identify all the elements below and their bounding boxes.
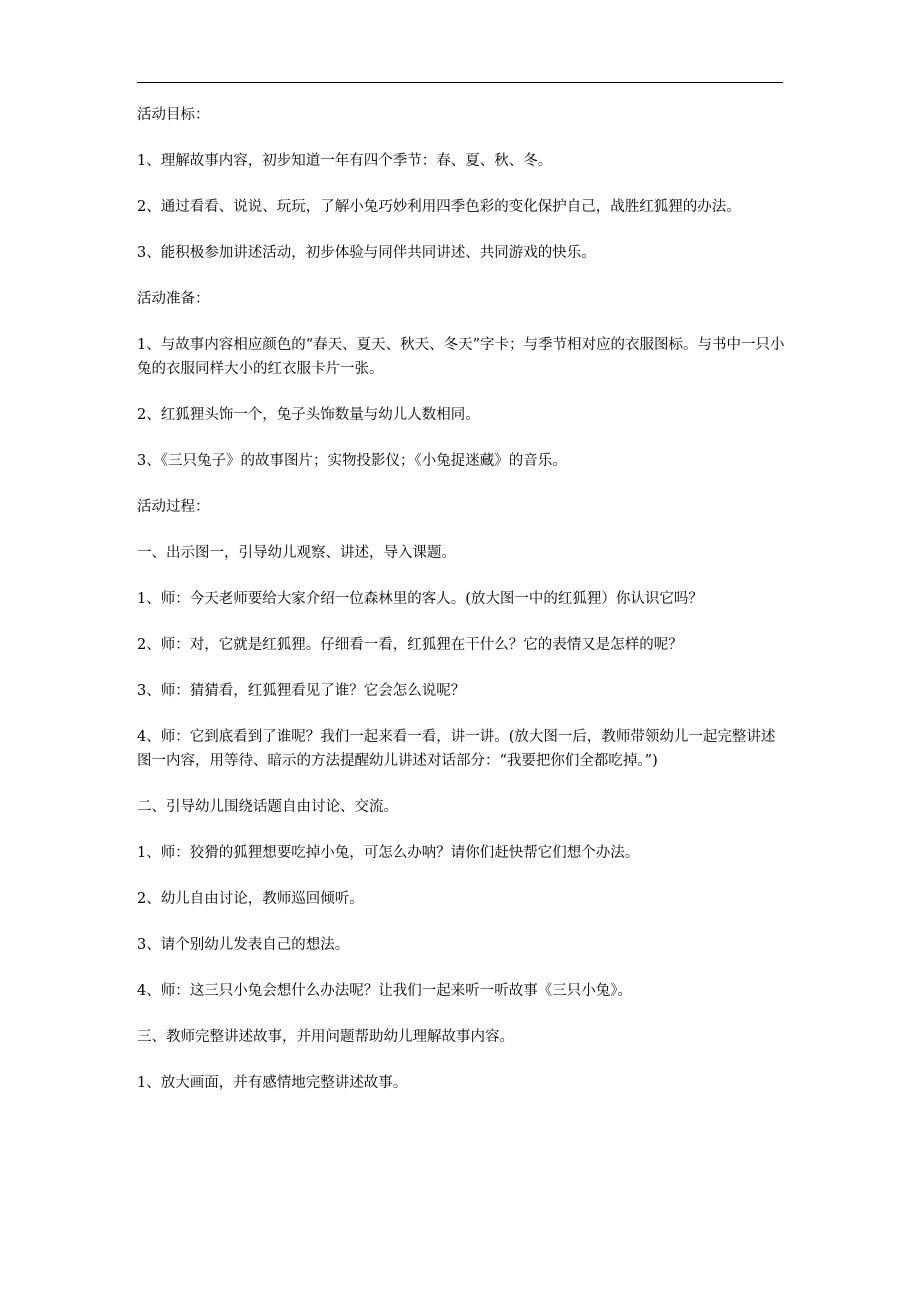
process-step-1-item-4: 4、师：它到底看到了谁呢？我们一起来看一看，讲一讲。(放大图一后，教师带领幼儿一起完整讲述图一内容，用等待、暗示的方法提醒幼儿讲述对话部分：“我要把你们全都吃掉。”) bbox=[137, 729, 776, 769]
process-step-1-item-1: 1、师：今天老师要给大家介绍一位森林里的客人。(放大图一中的红狐狸）你认识它吗？ bbox=[137, 591, 703, 607]
preparation-item-3: 3、《三只兔子》的故事图片；实物投影仪；《小兔捉迷藏》的音乐。 bbox=[137, 453, 567, 469]
process-step-2-item-4: 4、师：这三只小兔会想什么办法呢？让我们一起来听一听故事《三只小兔》。 bbox=[137, 983, 632, 999]
goal-item-1: 1、理解故事内容，初步知道一年有四个季节：春、夏、秋、冬。 bbox=[137, 153, 553, 169]
section-heading-goals: 活动目标： bbox=[137, 107, 210, 123]
process-step-2-item-2: 2、幼儿自由讨论，教师巡回倾听。 bbox=[137, 891, 364, 907]
goal-item-2: 2、通过看看、说说、玩玩，了解小兔巧妙利用四季色彩的变化保护自己，战胜红狐狸的办法。 bbox=[137, 199, 741, 215]
process-step-1-item-3: 3、师：猜猜看，红狐狸看见了谁？它会怎么说呢？ bbox=[137, 683, 466, 699]
process-step-1-item-2: 2、师：对，它就是红狐狸。仔细看一看，红狐狸在干什么？它的表情又是怎样的呢？ bbox=[137, 637, 683, 653]
process-step-2-item-3: 3、请个别幼儿发表自己的想法。 bbox=[137, 937, 350, 953]
section-heading-preparation: 活动准备： bbox=[137, 291, 210, 307]
preparation-item-2: 2、红狐狸头饰一个，兔子头饰数量与幼儿人数相同。 bbox=[137, 407, 480, 423]
process-step-3-heading: 三、教师完整讲述故事，并用问题帮助幼儿理解故事内容。 bbox=[137, 1029, 514, 1045]
section-heading-process: 活动过程： bbox=[137, 499, 210, 515]
header-rule bbox=[137, 82, 783, 83]
process-step-3-item-1: 1、放大画面，并有感情地完整讲述故事。 bbox=[137, 1075, 408, 1091]
process-step-1-heading: 一、出示图一，引导幼儿观察、讲述，导入课题。 bbox=[137, 545, 456, 561]
process-step-2-item-1: 1、师：狡猾的狐狸想要吃掉小兔，可怎么办呐？请你们赶快帮它们想个办法。 bbox=[137, 845, 640, 861]
preparation-item-1: 1、与故事内容相应颜色的“春天、夏天、秋天、冬天”字卡；与季节相对应的衣服图标。与书中一只小兔的衣服同样大小的红衣服卡片一张。 bbox=[137, 337, 785, 377]
document-body bbox=[137, 103, 785, 1117]
process-step-2-heading: 二、引导幼儿围绕话题自由讨论、交流。 bbox=[137, 799, 398, 815]
goal-item-3: 3、能积极参加讲述活动，初步体验与同伴共同讲述、共同游戏的快乐。 bbox=[137, 245, 596, 261]
